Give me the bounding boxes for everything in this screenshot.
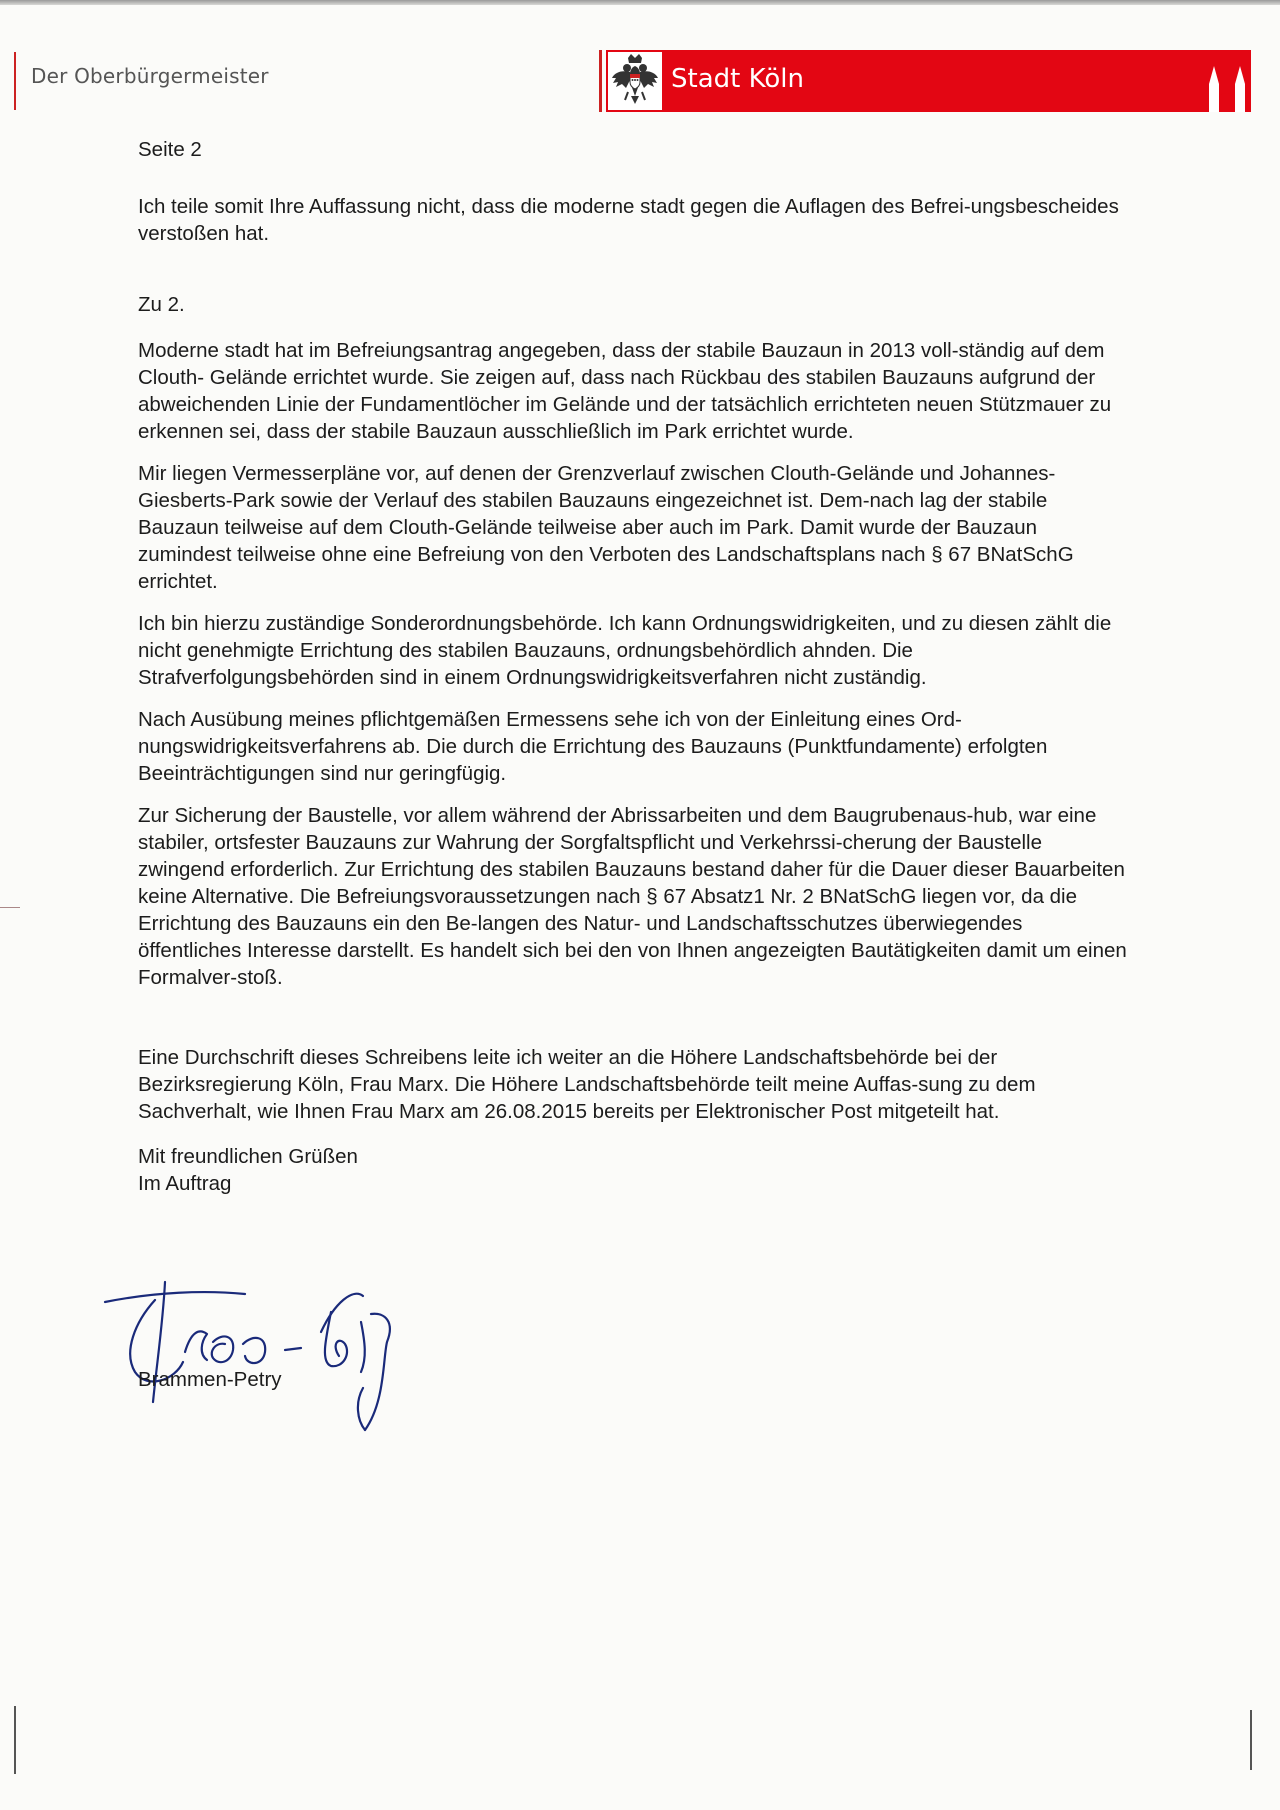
letter-body <box>138 136 1128 1197</box>
cathedral-icon <box>1205 62 1249 112</box>
page-label: Seite 2 <box>138 138 202 161</box>
handwritten-signature <box>95 1262 445 1432</box>
logo-rule <box>599 50 602 112</box>
closing-on-behalf: Im Auftrag <box>138 1172 232 1195</box>
paragraph-authority: Ich bin hierzu zuständige Sonderordnungsbehörde. Ich kann Ordnungswidrigkeiten, und zu diesen zählt die nicht genehmigte Errichtung des stabilen Bauzauns, ordnungsbehördlich ahnden. Die Strafverfolgungsbehörden sind in einem Ordnungswidrigkeitsverfahren nicht zuständig. <box>138 612 1112 689</box>
scan-fold-mark <box>0 907 20 908</box>
paragraph-construction-site: Zur Sicherung der Baustelle, vor allem während der Abrissarbeiten und dem Baugrubenaus-hub, war eine stabiler, ortsfester Bauzauns zur Wahrung der Sorgfaltspflicht und Verkehrssi-cherung der Baustelle zwingend erforderlich. Zur Errichtung des stabilen Bauzauns bestand daher für die Dauer dieser Bauarbeiten keine Alternative. Die Befreiungsvoraussetzungen nach § 67 Absatz1 Nr. 2 BNatSchG liegen vor, da die Errichtung des Bauzauns ein den Be-langen des Natur- und Landschaftsschutzes überwiegendes öffentliches Interesse darstellt. Es handelt sich bei den von Ihnen angezeigten Bautätigkeiten damit um einen Formalver-stoß. <box>138 804 1127 989</box>
scan-margin-mark-left <box>14 1706 16 1774</box>
closing-greeting: Mit freundlichen Grüßen <box>138 1145 358 1168</box>
paragraph-opinion: Ich teile somit Ihre Auffassung nicht, dass die moderne stadt gegen die Auflagen des Befrei-ungsbescheides verstoßen hat. <box>138 195 1119 245</box>
signer-name: Brammen-Petry <box>138 1368 282 1391</box>
city-eagle-icon <box>608 52 662 110</box>
sender-title: Der Oberbürgermeister <box>31 64 269 88</box>
paragraph-copy-notice: Eine Durchschrift dieses Schreibens leite ich weiter an die Höhere Landschaftsbehörde bei der Bezirksregierung Köln, Frau Marx. Die Höhere Landschaftsbehörde teilt meine Auffas-sung zu dem Sachverhalt, wie Ihnen Frau Marx am 26.08.2015 bereits per Elektronischer Post mitgeteilt hat. <box>138 1046 1036 1123</box>
scan-top-edge <box>0 0 1280 5</box>
scan-margin-mark-right <box>1250 1710 1252 1770</box>
paragraph-survey-plans: Mir liegen Vermesserpläne vor, auf denen der Grenzverlauf zwischen Clouth-Gelände und Johannes-Giesberts-Park sowie der Verlauf des stabilen Bauzauns eingezeichnet ist. Dem-nach lag der stabile Bauzaun teilweise auf dem Clouth-Gelände teilweise aber auch im Park. Damit wurde der Bauzaun zumindest teilweise ohne eine Befreiung von den Verboten des Landschaftsplans nach § 67 BNatSchG errichtet. <box>138 462 1074 593</box>
paragraph-application: Moderne stadt hat im Befreiungsantrag angegeben, dass der stabile Bauzaun in 2013 voll-ständig auf dem Clouth- Gelände errichtet wurde. Sie zeigen auf, dass nach Rückbau des stabilen Bauzauns aufgrund der abweichenden Linie der Fundamentlöcher im Gelände und der tatsächlich errichteten neuen Stützmauer zu erkennen sei, dass der stabile Bauzaun ausschließlich im Park errichtet wurde. <box>138 339 1112 443</box>
sender-rule <box>14 52 16 110</box>
section-heading: Zu 2. <box>138 293 185 316</box>
city-logo-text: Stadt Köln <box>671 64 804 94</box>
paragraph-discretion: Nach Ausübung meines pflichtgemäßen Ermessens sehe ich von der Einleitung eines Ord-nungswidrigkeitsverfahrens ab. Die durch die Errichtung des Bauzauns (Punktfundamente) erfolgten Beeinträchtigungen sind nur geringfügig. <box>138 708 1048 785</box>
